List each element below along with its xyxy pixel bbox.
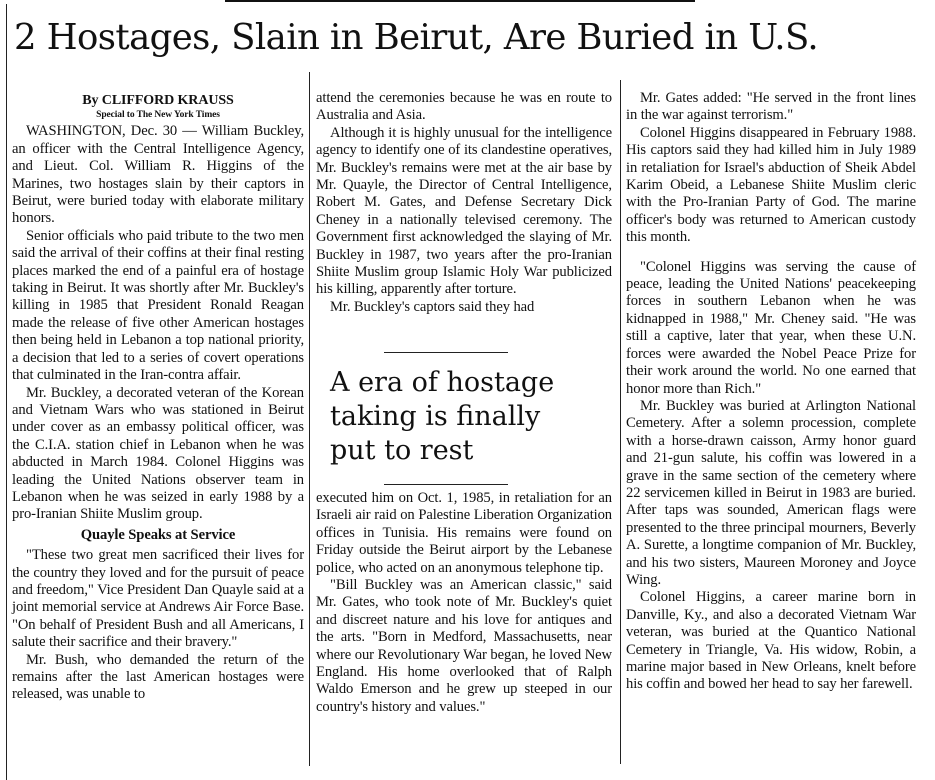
column-2-bottom: [316, 490, 612, 716]
paragraph: "Colonel Higgins was serving the cause of peace, leading the United Nations' peacekeeping forces in southern Lebanon when he was kidnapped in 1988," Mr. Cheney said. "He was still a captive, later that year, when these U.N. forces were awarded the Nobel Peace Prize for their work around the world. No one earned that honor more than Rich.": [626, 258, 916, 397]
column-2-top: [316, 90, 612, 316]
paragraph: attend the ceremonies because he was en route to Australia and Asia.: [316, 90, 612, 124]
left-edge-rule: [6, 4, 7, 780]
paragraph: Mr. Buckley's captors said they had: [330, 298, 535, 315]
paragraph: executed him on Oct. 1, 1985, in retaliation for an Israeli air raid on Palestine Liberation Organization offices in Tunisia. His remains were found on Friday outside the Beirut airport by the Lebanese police, who acted on an anonymous telephone tip.: [316, 490, 612, 576]
column-1: [12, 90, 304, 704]
paragraph: Mr. Buckley, a decorated veteran of the Korean and Vietnam Wars who was stationed in Beirut under cover as an embassy political officer, was the C.I.A. station chief in Lebanon when he was abducted in March 1984. Colonel Higgins was leading the United Nations observer team in Lebanon when he was seized in early 1988 by a pro-Iranian Shiite Muslim group.: [12, 384, 304, 523]
paragraph: Mr. Bush, who demanded the return of the remains after the last American hostages were released, was unable to: [12, 651, 304, 703]
paragraph: Mr. Buckley was buried at Arlington National Cemetery. After a solemn procession, complete with a horse-drawn caisson, Army honor guard and 21-gun salute, his coffin was lowered in a grave in the same section of the cemetery where 22 servicemen killed in Beirut in 1983 are buried. After taps was sounded, American flags were presented to the three principal mourners, Beverly A. Surette, a longtime companion of Mr. Buckley, and his two sisters, Maureen Moroney and Joyce Wing.: [626, 397, 916, 588]
subhead: Quayle Speaks at Service: [80, 526, 236, 543]
top-rule: [225, 0, 695, 2]
dateline-credit: Special to The New York Times: [96, 110, 220, 121]
pull-quote: [330, 366, 600, 468]
column-divider-2: [620, 80, 621, 764]
pull-quote-line: taking is finally: [330, 401, 541, 432]
paragraph: "Bill Buckley was an American classic," said Mr. Gates, who took note of Mr. Buckley's quiet and discreet nature and his love for antiques and the arts. "Born in Medford, Massachusetts, near where our Revolutionary War began, he loved New England. His home overlooked that of Ralph Waldo Emerson and he grew up steeped in our country's history and values.": [316, 577, 612, 715]
byline: By CLIFFORD KRAUSS: [82, 93, 234, 108]
paragraph-gap: [626, 247, 916, 259]
pull-quote-rule-bottom: [384, 484, 508, 485]
paragraph: Colonel Higgins, a career marine born in Danville, Ky., and also a decorated Vietnam War veteran, was buried at the Quantico National Cemetery in Triangle, Va. His widow, Robin, a marine major based in New Orleans, knelt before his coffin and bowed her head to say her farewell.: [626, 589, 916, 693]
column-divider-1: [309, 72, 310, 766]
paragraph: Although it is highly unusual for the intelligence agency to identify one of its clandestine operatives, Mr. Buckley's remains were met at the air base by Mr. Quayle, the Director of Central Intelligence, Robert M. Gates, and Defense Secretary Dick Cheney in a nationally televised ceremony. The Government first acknowledged the slaying of Mr. Buckley in 1987, two years after the pro-Iranian Shiite Muslim group Islamic Holy War publicized his killing, apparently after torture.: [316, 124, 612, 298]
pull-quote-line: A era of hostage: [330, 367, 555, 398]
paragraph: "These two great men sacrificed their lives for the country they loved and for the pursuit of peace and freedom," Vice President Dan Quayle said at a joint memorial service at Andrews Air Force Base. "On behalf of President Bush and all Americans, I salute their sacrifice and their bravery.": [12, 547, 304, 651]
headline: 2 Hostages, Slain in Beirut, Are Buried in U.S.: [14, 17, 819, 58]
paragraph: Senior officials who paid tribute to the two men said the arrival of their coffins at their final resting places marked the end of a painful era of hostage taking in Beirut. It was shortly after Mr. Buckley's killing in 1985 that President Ronald Reagan made the release of five other American hostages then being held in Lebanon a top national priority, a decision that led to a series of covert operations that culminated in the Iran-contra affair.: [12, 227, 304, 384]
paragraph: Mr. Gates added: "He served in the front lines in the war against terrorism.": [626, 90, 916, 124]
pull-quote-line: put to rest: [330, 435, 474, 466]
paragraph: WASHINGTON, Dec. 30 — William Buckley, an officer with the Central Intelligence Agency, and Lieut. Col. William R. Higgins of the Marines, two hostages slain by their captors in Beirut, were buried today with elaborate military honors.: [12, 123, 304, 227]
pull-quote-rule-top: [384, 352, 508, 353]
paragraph: Colonel Higgins disappeared in February 1988. His captors said they had killed him in July 1989 in retaliation for Israel's abduction of Sheik Abdel Karim Obeid, a Lebanese Shiite Muslim cleric with the Pro-Iranian Party of God. The marine officer's body was returned to American custody this month.: [626, 124, 916, 246]
column-3: [626, 90, 916, 694]
